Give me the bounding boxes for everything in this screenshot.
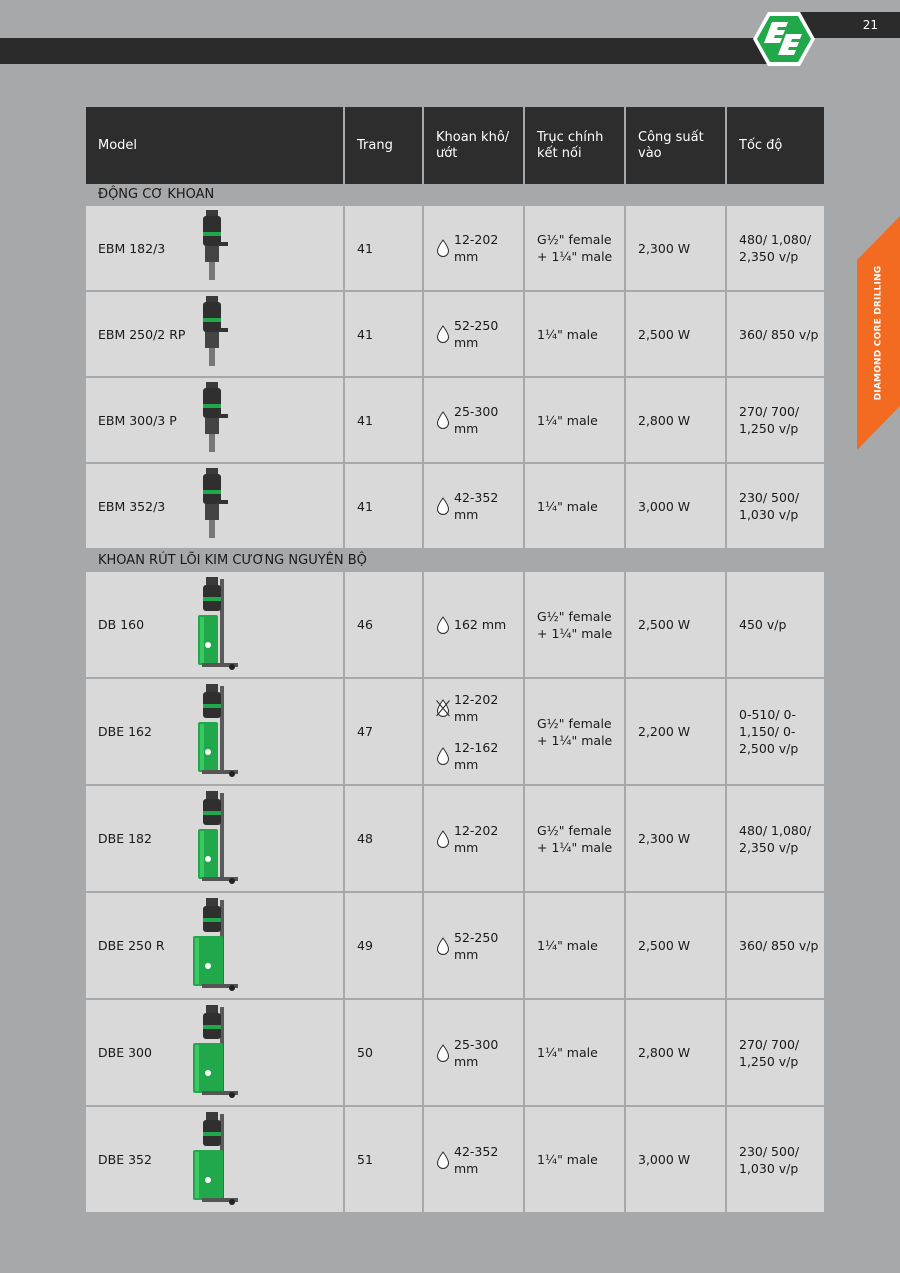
drilling-range: 52-250 mm [454, 929, 499, 962]
model-cell [86, 464, 343, 548]
product-image [182, 1003, 242, 1103]
spindle-cell: 1¼" male [525, 1000, 624, 1105]
model-cell [86, 1107, 343, 1212]
drilling-cell [424, 1000, 523, 1105]
drilling-item [436, 929, 523, 963]
drilling-cell [424, 206, 523, 290]
brand-logo-icon [752, 10, 816, 68]
power-cell: 3,000 W [626, 1107, 725, 1212]
speed-cell: 480/ 1,080/ 2,350 v/p [727, 206, 824, 290]
model-name: DBE 162 [98, 724, 152, 739]
page-cell: 49 [345, 893, 422, 998]
model-name: EBM 300/3 P [98, 412, 177, 428]
drilling-item [436, 317, 523, 351]
product-image [182, 575, 242, 675]
power-cell: 3,000 W [626, 464, 725, 548]
section-title: ĐỘNG CƠ KHOAN [86, 184, 814, 206]
page-cell: 41 [345, 292, 422, 376]
power-cell: 2,800 W [626, 1000, 725, 1105]
page-cell: 41 [345, 464, 422, 548]
spindle-cell: 1¼" male [525, 1107, 624, 1212]
product-table [86, 107, 819, 1214]
speed-cell: 230/ 500/ 1,030 v/p [727, 1107, 824, 1212]
model-cell [86, 292, 343, 376]
drilling-list [436, 231, 523, 265]
column-header-power: Công suất vào [626, 107, 725, 184]
drilling-range: 12-202 mm [454, 822, 499, 855]
drilling-range: 25-300 mm [454, 1036, 499, 1069]
drilling-item [436, 1143, 523, 1177]
drilling-cell [424, 464, 523, 548]
drilling-list [436, 822, 523, 856]
model-cell [86, 572, 343, 677]
model-name: DBE 352 [98, 1152, 152, 1167]
section-title: KHOAN RÚT LÕI KIM CƯƠNG NGUYÊN BỘ [86, 550, 814, 572]
spindle-cell: 1¼" male [525, 464, 624, 548]
power-cell: 2,500 W [626, 893, 725, 998]
speed-cell: 270/ 700/ 1,250 v/p [727, 1000, 824, 1105]
drilling-cell [424, 679, 523, 784]
power-cell: 2,500 W [626, 572, 725, 677]
spindle-cell: G½" female + 1¼" male [525, 206, 624, 290]
product-image [182, 896, 242, 996]
drilling-range: 42-352 mm [454, 490, 499, 522]
product-image [192, 208, 232, 288]
table-row [86, 893, 819, 998]
drilling-item [436, 231, 523, 265]
drilling-item [436, 691, 523, 725]
dry-drop-icon [436, 699, 450, 717]
drilling-item [436, 403, 523, 437]
speed-cell: 230/ 500/ 1,030 v/p [727, 464, 824, 548]
drilling-list [436, 929, 523, 963]
table-row [86, 679, 814, 784]
drilling-range: 42-352 mm [454, 1143, 499, 1176]
power-cell: 2,200 W [626, 679, 725, 784]
side-tab-label: DIAMOND CORE DRILLING [873, 265, 884, 401]
drilling-list [436, 1036, 523, 1070]
speed-cell: 450 v/p [727, 572, 824, 677]
table-header [86, 107, 814, 184]
model-name: EBM 352/3 [98, 498, 166, 514]
table-row [86, 378, 814, 462]
drilling-range: 52-250 mm [454, 318, 499, 350]
table-row [86, 1000, 814, 1105]
product-image [192, 294, 232, 374]
table-row [86, 786, 814, 891]
spindle-cell: G½" female + 1¼" male [525, 679, 624, 784]
power-cell: 2,500 W [626, 292, 725, 376]
drilling-range: 25-300 mm [454, 404, 499, 436]
water-drop-icon [436, 325, 450, 343]
drilling-range: 12-162 mm [454, 739, 499, 772]
model-cell [86, 893, 343, 998]
spindle-cell: 1¼" male [525, 893, 624, 998]
model-cell [86, 206, 343, 290]
table-row [86, 1107, 814, 1212]
model-name: DB 160 [98, 617, 145, 632]
drilling-item [436, 616, 506, 634]
drilling-list [436, 616, 506, 634]
power-cell: 2,300 W [626, 786, 725, 891]
drilling-cell [424, 1107, 523, 1212]
side-tab[interactable] [857, 216, 900, 450]
drilling-cell [424, 572, 523, 677]
model-cell [86, 378, 343, 462]
water-drop-icon [436, 830, 450, 848]
model-cell [86, 679, 343, 784]
water-drop-icon [436, 747, 450, 765]
model-name: DBE 300 [98, 1045, 152, 1060]
water-drop-icon [436, 1044, 450, 1062]
model-name: DBE 182 [98, 831, 152, 846]
speed-cell: 480/ 1,080/ 2,350 v/p [727, 786, 824, 891]
page-cell: 46 [345, 572, 422, 677]
page-number: 21 [862, 18, 878, 32]
column-header-page: Trang [345, 107, 422, 184]
page-cell: 47 [345, 679, 422, 784]
product-image [192, 380, 232, 460]
page-cell: 41 [345, 378, 422, 462]
drilling-cell [424, 893, 523, 998]
speed-cell: 270/ 700/ 1,250 v/p [727, 378, 824, 462]
drilling-item [436, 739, 523, 773]
speed-cell: 360/ 850 v/p [727, 893, 824, 998]
water-drop-icon [436, 937, 450, 955]
spindle-cell: G½" female + 1¼" male [525, 572, 624, 677]
header-bar [0, 38, 780, 64]
drilling-cell [424, 378, 523, 462]
model-name: EBM 182/3 [98, 240, 166, 256]
model-cell [86, 1000, 343, 1105]
column-header-speed: Tốc độ [727, 107, 824, 184]
water-drop-icon [436, 616, 450, 634]
power-cell: 2,800 W [626, 378, 725, 462]
speed-cell: 360/ 850 v/p [727, 292, 824, 376]
column-header-drilling: Khoan khô/ ướt [424, 107, 523, 184]
table-row [86, 572, 814, 677]
spindle-cell: G½" female + 1¼" male [525, 786, 624, 891]
water-drop-icon [436, 1151, 450, 1169]
drilling-item [436, 1036, 523, 1070]
product-image [182, 1110, 242, 1210]
model-name: EBM 250/2 RP [98, 326, 186, 342]
water-drop-icon [436, 239, 450, 257]
model-name: DBE 250 R [98, 938, 165, 953]
drilling-list [436, 403, 523, 437]
drilling-cell [424, 292, 523, 376]
product-image [192, 466, 232, 546]
page-cell: 50 [345, 1000, 422, 1105]
drilling-range: 12-202 mm [454, 691, 499, 724]
spindle-cell: 1¼" male [525, 292, 624, 376]
spindle-cell: 1¼" male [525, 378, 624, 462]
water-drop-icon [436, 411, 450, 429]
column-header-spindle: Trục chính kết nối [525, 107, 624, 184]
column-header-model: Model [86, 107, 343, 184]
table-row [86, 292, 819, 376]
page-cell: 41 [345, 206, 422, 290]
drilling-range: 12-202 mm [454, 232, 499, 264]
drilling-list [436, 1143, 523, 1177]
power-cell: 2,300 W [626, 206, 725, 290]
table-row [86, 206, 814, 290]
drilling-item [436, 822, 523, 856]
drilling-list [436, 691, 523, 773]
model-cell [86, 786, 343, 891]
product-image [182, 789, 242, 889]
page-cell: 51 [345, 1107, 422, 1212]
drilling-cell [424, 786, 523, 891]
water-drop-icon [436, 497, 450, 515]
table-body [86, 184, 819, 1212]
drilling-list [436, 489, 523, 523]
product-image [182, 682, 242, 782]
drilling-list [436, 317, 523, 351]
drilling-item [436, 489, 523, 523]
table-row [86, 464, 814, 548]
drilling-range: 162 mm [454, 617, 507, 632]
speed-cell: 0-510/ 0-1,150/ 0-2,500 v/p [727, 679, 824, 784]
page-cell: 48 [345, 786, 422, 891]
